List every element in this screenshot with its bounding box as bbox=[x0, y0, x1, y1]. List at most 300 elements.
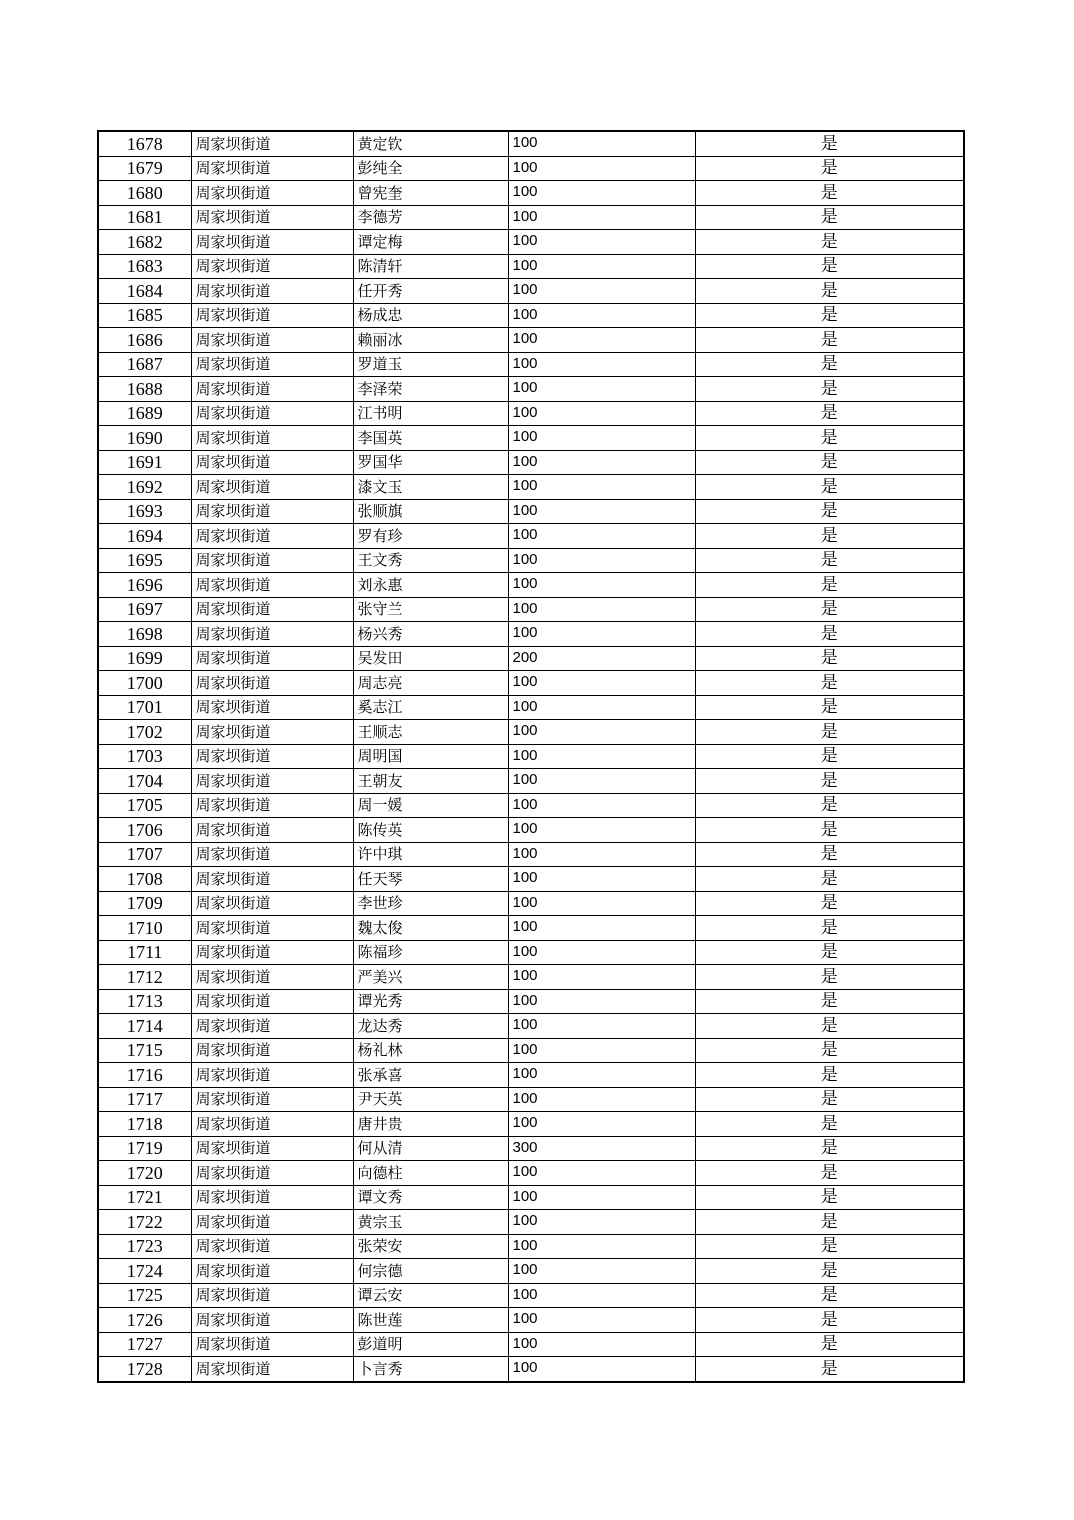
table-row bbox=[98, 548, 964, 573]
person-name-cell: 罗道玉 bbox=[353, 352, 508, 377]
status-cell: 是 bbox=[695, 230, 964, 255]
table-row bbox=[98, 1112, 964, 1137]
table-row bbox=[98, 131, 964, 156]
person-name-cell: 周明国 bbox=[353, 744, 508, 769]
amount-cell: 100 bbox=[508, 891, 695, 916]
amount-cell: 100 bbox=[508, 916, 695, 941]
row-number-cell: 1704 bbox=[98, 769, 191, 794]
person-name-cell: 王顺志 bbox=[353, 720, 508, 745]
row-number-cell: 1678 bbox=[98, 131, 191, 156]
amount-cell: 100 bbox=[508, 1038, 695, 1063]
row-number-cell: 1702 bbox=[98, 720, 191, 745]
person-name-cell: 张顺旗 bbox=[353, 499, 508, 524]
street-cell: 周家坝街道 bbox=[191, 401, 353, 426]
amount-cell: 100 bbox=[508, 695, 695, 720]
status-cell: 是 bbox=[695, 744, 964, 769]
status-cell: 是 bbox=[695, 818, 964, 843]
person-name-cell: 曾宪奎 bbox=[353, 181, 508, 206]
row-number-cell: 1721 bbox=[98, 1185, 191, 1210]
street-cell: 周家坝街道 bbox=[191, 156, 353, 181]
person-name-cell: 奚志江 bbox=[353, 695, 508, 720]
row-number-cell: 1708 bbox=[98, 867, 191, 892]
street-cell: 周家坝街道 bbox=[191, 1087, 353, 1112]
table-row bbox=[98, 377, 964, 402]
amount-cell: 100 bbox=[508, 1063, 695, 1088]
table-row bbox=[98, 940, 964, 965]
table-row bbox=[98, 1063, 964, 1088]
table-row bbox=[98, 818, 964, 843]
table-row bbox=[98, 1357, 964, 1382]
status-cell: 是 bbox=[695, 573, 964, 598]
status-cell: 是 bbox=[695, 475, 964, 500]
row-number-cell: 1713 bbox=[98, 989, 191, 1014]
table-row bbox=[98, 499, 964, 524]
amount-cell: 100 bbox=[508, 426, 695, 451]
street-cell: 周家坝街道 bbox=[191, 916, 353, 941]
table-body bbox=[98, 131, 964, 1382]
row-number-cell: 1709 bbox=[98, 891, 191, 916]
status-cell: 是 bbox=[695, 279, 964, 304]
status-cell: 是 bbox=[695, 205, 964, 230]
amount-cell: 100 bbox=[508, 279, 695, 304]
status-cell: 是 bbox=[695, 1283, 964, 1308]
person-name-cell: 谭定梅 bbox=[353, 230, 508, 255]
street-cell: 周家坝街道 bbox=[191, 328, 353, 353]
status-cell: 是 bbox=[695, 328, 964, 353]
status-cell: 是 bbox=[695, 1185, 964, 1210]
row-number-cell: 1685 bbox=[98, 303, 191, 328]
amount-cell: 100 bbox=[508, 1234, 695, 1259]
street-cell: 周家坝街道 bbox=[191, 891, 353, 916]
amount-cell: 100 bbox=[508, 818, 695, 843]
row-number-cell: 1712 bbox=[98, 965, 191, 990]
person-name-cell: 陈清轩 bbox=[353, 254, 508, 279]
table-row bbox=[98, 916, 964, 941]
row-number-cell: 1719 bbox=[98, 1136, 191, 1161]
status-cell: 是 bbox=[695, 181, 964, 206]
row-number-cell: 1699 bbox=[98, 646, 191, 671]
row-number-cell: 1682 bbox=[98, 230, 191, 255]
table-row bbox=[98, 1332, 964, 1357]
row-number-cell: 1690 bbox=[98, 426, 191, 451]
table-row bbox=[98, 475, 964, 500]
subsidy-table bbox=[97, 130, 965, 1383]
table-row bbox=[98, 597, 964, 622]
row-number-cell: 1705 bbox=[98, 793, 191, 818]
table-row bbox=[98, 646, 964, 671]
row-number-cell: 1717 bbox=[98, 1087, 191, 1112]
person-name-cell: 李国英 bbox=[353, 426, 508, 451]
status-cell: 是 bbox=[695, 1087, 964, 1112]
amount-cell: 100 bbox=[508, 744, 695, 769]
table-row bbox=[98, 254, 964, 279]
status-cell: 是 bbox=[695, 131, 964, 156]
table-row bbox=[98, 1087, 964, 1112]
street-cell: 周家坝街道 bbox=[191, 818, 353, 843]
row-number-cell: 1710 bbox=[98, 916, 191, 941]
amount-cell: 100 bbox=[508, 940, 695, 965]
status-cell: 是 bbox=[695, 499, 964, 524]
table-row bbox=[98, 793, 964, 818]
status-cell: 是 bbox=[695, 597, 964, 622]
person-name-cell: 周一媛 bbox=[353, 793, 508, 818]
amount-cell: 100 bbox=[508, 303, 695, 328]
amount-cell: 100 bbox=[508, 254, 695, 279]
street-cell: 周家坝街道 bbox=[191, 1136, 353, 1161]
amount-cell: 100 bbox=[508, 181, 695, 206]
amount-cell: 100 bbox=[508, 401, 695, 426]
table-row bbox=[98, 1185, 964, 1210]
street-cell: 周家坝街道 bbox=[191, 720, 353, 745]
row-number-cell: 1707 bbox=[98, 842, 191, 867]
row-number-cell: 1680 bbox=[98, 181, 191, 206]
person-name-cell: 杨礼林 bbox=[353, 1038, 508, 1063]
table-row bbox=[98, 769, 964, 794]
person-name-cell: 谭光秀 bbox=[353, 989, 508, 1014]
person-name-cell: 谭文秀 bbox=[353, 1185, 508, 1210]
table-row bbox=[98, 1308, 964, 1333]
person-name-cell: 任天琴 bbox=[353, 867, 508, 892]
amount-cell: 300 bbox=[508, 1136, 695, 1161]
amount-cell: 100 bbox=[508, 205, 695, 230]
status-cell: 是 bbox=[695, 720, 964, 745]
amount-cell: 100 bbox=[508, 1014, 695, 1039]
amount-cell: 100 bbox=[508, 622, 695, 647]
street-cell: 周家坝街道 bbox=[191, 499, 353, 524]
table-row bbox=[98, 303, 964, 328]
row-number-cell: 1681 bbox=[98, 205, 191, 230]
table-row bbox=[98, 1234, 964, 1259]
street-cell: 周家坝街道 bbox=[191, 989, 353, 1014]
street-cell: 周家坝街道 bbox=[191, 1234, 353, 1259]
street-cell: 周家坝街道 bbox=[191, 1038, 353, 1063]
status-cell: 是 bbox=[695, 671, 964, 696]
street-cell: 周家坝街道 bbox=[191, 744, 353, 769]
amount-cell: 100 bbox=[508, 573, 695, 598]
person-name-cell: 彭纯全 bbox=[353, 156, 508, 181]
street-cell: 周家坝街道 bbox=[191, 867, 353, 892]
amount-cell: 100 bbox=[508, 450, 695, 475]
person-name-cell: 漆文玉 bbox=[353, 475, 508, 500]
status-cell: 是 bbox=[695, 940, 964, 965]
street-cell: 周家坝街道 bbox=[191, 1185, 353, 1210]
street-cell: 周家坝街道 bbox=[191, 303, 353, 328]
person-name-cell: 张承喜 bbox=[353, 1063, 508, 1088]
amount-cell: 100 bbox=[508, 475, 695, 500]
person-name-cell: 谭云安 bbox=[353, 1283, 508, 1308]
amount-cell: 100 bbox=[508, 965, 695, 990]
person-name-cell: 何宗德 bbox=[353, 1259, 508, 1284]
person-name-cell: 张守兰 bbox=[353, 597, 508, 622]
row-number-cell: 1691 bbox=[98, 450, 191, 475]
street-cell: 周家坝街道 bbox=[191, 254, 353, 279]
person-name-cell: 黄定钦 bbox=[353, 131, 508, 156]
amount-cell: 100 bbox=[508, 842, 695, 867]
status-cell: 是 bbox=[695, 793, 964, 818]
table-row bbox=[98, 891, 964, 916]
street-cell: 周家坝街道 bbox=[191, 279, 353, 304]
table-row bbox=[98, 720, 964, 745]
status-cell: 是 bbox=[695, 965, 964, 990]
row-number-cell: 1725 bbox=[98, 1283, 191, 1308]
street-cell: 周家坝街道 bbox=[191, 671, 353, 696]
person-name-cell: 杨兴秀 bbox=[353, 622, 508, 647]
amount-cell: 100 bbox=[508, 1259, 695, 1284]
street-cell: 周家坝街道 bbox=[191, 1357, 353, 1382]
person-name-cell: 江书明 bbox=[353, 401, 508, 426]
person-name-cell: 尹天英 bbox=[353, 1087, 508, 1112]
street-cell: 周家坝街道 bbox=[191, 475, 353, 500]
street-cell: 周家坝街道 bbox=[191, 181, 353, 206]
street-cell: 周家坝街道 bbox=[191, 646, 353, 671]
amount-cell: 100 bbox=[508, 156, 695, 181]
status-cell: 是 bbox=[695, 646, 964, 671]
street-cell: 周家坝街道 bbox=[191, 426, 353, 451]
person-name-cell: 杨成忠 bbox=[353, 303, 508, 328]
amount-cell: 100 bbox=[508, 867, 695, 892]
table-row bbox=[98, 744, 964, 769]
status-cell: 是 bbox=[695, 1112, 964, 1137]
table-row bbox=[98, 352, 964, 377]
amount-cell: 100 bbox=[508, 720, 695, 745]
street-cell: 周家坝街道 bbox=[191, 793, 353, 818]
street-cell: 周家坝街道 bbox=[191, 622, 353, 647]
street-cell: 周家坝街道 bbox=[191, 1259, 353, 1284]
table-row bbox=[98, 965, 964, 990]
status-cell: 是 bbox=[695, 156, 964, 181]
person-name-cell: 李德芳 bbox=[353, 205, 508, 230]
street-cell: 周家坝街道 bbox=[191, 1283, 353, 1308]
person-name-cell: 赖丽冰 bbox=[353, 328, 508, 353]
row-number-cell: 1711 bbox=[98, 940, 191, 965]
table-row bbox=[98, 1259, 964, 1284]
street-cell: 周家坝街道 bbox=[191, 597, 353, 622]
street-cell: 周家坝街道 bbox=[191, 377, 353, 402]
street-cell: 周家坝街道 bbox=[191, 1332, 353, 1357]
status-cell: 是 bbox=[695, 1259, 964, 1284]
status-cell: 是 bbox=[695, 1063, 964, 1088]
street-cell: 周家坝街道 bbox=[191, 131, 353, 156]
status-cell: 是 bbox=[695, 303, 964, 328]
table-row bbox=[98, 181, 964, 206]
amount-cell: 100 bbox=[508, 352, 695, 377]
amount-cell: 200 bbox=[508, 646, 695, 671]
status-cell: 是 bbox=[695, 989, 964, 1014]
amount-cell: 100 bbox=[508, 989, 695, 1014]
table-row bbox=[98, 524, 964, 549]
person-name-cell: 唐井贵 bbox=[353, 1112, 508, 1137]
person-name-cell: 刘永惠 bbox=[353, 573, 508, 598]
row-number-cell: 1723 bbox=[98, 1234, 191, 1259]
person-name-cell: 王朝友 bbox=[353, 769, 508, 794]
table-row bbox=[98, 573, 964, 598]
street-cell: 周家坝街道 bbox=[191, 965, 353, 990]
street-cell: 周家坝街道 bbox=[191, 230, 353, 255]
row-number-cell: 1684 bbox=[98, 279, 191, 304]
status-cell: 是 bbox=[695, 916, 964, 941]
row-number-cell: 1728 bbox=[98, 1357, 191, 1382]
row-number-cell: 1720 bbox=[98, 1161, 191, 1186]
amount-cell: 100 bbox=[508, 328, 695, 353]
street-cell: 周家坝街道 bbox=[191, 1014, 353, 1039]
street-cell: 周家坝街道 bbox=[191, 573, 353, 598]
status-cell: 是 bbox=[695, 1014, 964, 1039]
person-name-cell: 王文秀 bbox=[353, 548, 508, 573]
person-name-cell: 黄宗玉 bbox=[353, 1210, 508, 1235]
table-row bbox=[98, 426, 964, 451]
street-cell: 周家坝街道 bbox=[191, 1308, 353, 1333]
amount-cell: 100 bbox=[508, 1332, 695, 1357]
row-number-cell: 1700 bbox=[98, 671, 191, 696]
status-cell: 是 bbox=[695, 254, 964, 279]
row-number-cell: 1689 bbox=[98, 401, 191, 426]
amount-cell: 100 bbox=[508, 548, 695, 573]
table-row bbox=[98, 230, 964, 255]
person-name-cell: 任开秀 bbox=[353, 279, 508, 304]
amount-cell: 100 bbox=[508, 377, 695, 402]
amount-cell: 100 bbox=[508, 671, 695, 696]
person-name-cell: 魏太俊 bbox=[353, 916, 508, 941]
row-number-cell: 1697 bbox=[98, 597, 191, 622]
row-number-cell: 1688 bbox=[98, 377, 191, 402]
person-name-cell: 彭道明 bbox=[353, 1332, 508, 1357]
table-row bbox=[98, 328, 964, 353]
amount-cell: 100 bbox=[508, 230, 695, 255]
table-row bbox=[98, 156, 964, 181]
street-cell: 周家坝街道 bbox=[191, 1112, 353, 1137]
status-cell: 是 bbox=[695, 622, 964, 647]
row-number-cell: 1724 bbox=[98, 1259, 191, 1284]
status-cell: 是 bbox=[695, 769, 964, 794]
street-cell: 周家坝街道 bbox=[191, 769, 353, 794]
table-row bbox=[98, 1210, 964, 1235]
street-cell: 周家坝街道 bbox=[191, 548, 353, 573]
status-cell: 是 bbox=[695, 1308, 964, 1333]
street-cell: 周家坝街道 bbox=[191, 524, 353, 549]
street-cell: 周家坝街道 bbox=[191, 695, 353, 720]
status-cell: 是 bbox=[695, 891, 964, 916]
row-number-cell: 1686 bbox=[98, 328, 191, 353]
table-row bbox=[98, 1136, 964, 1161]
status-cell: 是 bbox=[695, 450, 964, 475]
person-name-cell: 龙达秀 bbox=[353, 1014, 508, 1039]
table-row bbox=[98, 622, 964, 647]
row-number-cell: 1696 bbox=[98, 573, 191, 598]
person-name-cell: 陈福珍 bbox=[353, 940, 508, 965]
person-name-cell: 李泽荣 bbox=[353, 377, 508, 402]
row-number-cell: 1693 bbox=[98, 499, 191, 524]
table-row bbox=[98, 450, 964, 475]
table-row bbox=[98, 279, 964, 304]
status-cell: 是 bbox=[695, 1038, 964, 1063]
amount-cell: 100 bbox=[508, 1185, 695, 1210]
person-name-cell: 陈世莲 bbox=[353, 1308, 508, 1333]
status-cell: 是 bbox=[695, 1161, 964, 1186]
row-number-cell: 1722 bbox=[98, 1210, 191, 1235]
street-cell: 周家坝街道 bbox=[191, 1210, 353, 1235]
person-name-cell: 李世珍 bbox=[353, 891, 508, 916]
status-cell: 是 bbox=[695, 867, 964, 892]
row-number-cell: 1698 bbox=[98, 622, 191, 647]
status-cell: 是 bbox=[695, 426, 964, 451]
amount-cell: 100 bbox=[508, 1308, 695, 1333]
street-cell: 周家坝街道 bbox=[191, 940, 353, 965]
row-number-cell: 1692 bbox=[98, 475, 191, 500]
person-name-cell: 向德柱 bbox=[353, 1161, 508, 1186]
street-cell: 周家坝街道 bbox=[191, 205, 353, 230]
amount-cell: 100 bbox=[508, 1283, 695, 1308]
status-cell: 是 bbox=[695, 548, 964, 573]
row-number-cell: 1714 bbox=[98, 1014, 191, 1039]
person-name-cell: 陈传英 bbox=[353, 818, 508, 843]
amount-cell: 100 bbox=[508, 1112, 695, 1137]
person-name-cell: 卜言秀 bbox=[353, 1357, 508, 1382]
table-row bbox=[98, 867, 964, 892]
row-number-cell: 1716 bbox=[98, 1063, 191, 1088]
status-cell: 是 bbox=[695, 1136, 964, 1161]
status-cell: 是 bbox=[695, 1357, 964, 1382]
status-cell: 是 bbox=[695, 377, 964, 402]
person-name-cell: 何从清 bbox=[353, 1136, 508, 1161]
person-name-cell: 吴发田 bbox=[353, 646, 508, 671]
amount-cell: 100 bbox=[508, 131, 695, 156]
table-row bbox=[98, 1283, 964, 1308]
amount-cell: 100 bbox=[508, 524, 695, 549]
table-row bbox=[98, 205, 964, 230]
row-number-cell: 1701 bbox=[98, 695, 191, 720]
table-row bbox=[98, 989, 964, 1014]
street-cell: 周家坝街道 bbox=[191, 352, 353, 377]
amount-cell: 100 bbox=[508, 769, 695, 794]
street-cell: 周家坝街道 bbox=[191, 450, 353, 475]
table-row bbox=[98, 671, 964, 696]
row-number-cell: 1726 bbox=[98, 1308, 191, 1333]
row-number-cell: 1703 bbox=[98, 744, 191, 769]
amount-cell: 100 bbox=[508, 597, 695, 622]
status-cell: 是 bbox=[695, 842, 964, 867]
status-cell: 是 bbox=[695, 401, 964, 426]
row-number-cell: 1715 bbox=[98, 1038, 191, 1063]
row-number-cell: 1695 bbox=[98, 548, 191, 573]
status-cell: 是 bbox=[695, 352, 964, 377]
status-cell: 是 bbox=[695, 1234, 964, 1259]
street-cell: 周家坝街道 bbox=[191, 842, 353, 867]
row-number-cell: 1679 bbox=[98, 156, 191, 181]
table-row bbox=[98, 842, 964, 867]
amount-cell: 100 bbox=[508, 499, 695, 524]
person-name-cell: 严美兴 bbox=[353, 965, 508, 990]
row-number-cell: 1687 bbox=[98, 352, 191, 377]
amount-cell: 100 bbox=[508, 1087, 695, 1112]
street-cell: 周家坝街道 bbox=[191, 1063, 353, 1088]
person-name-cell: 张荣安 bbox=[353, 1234, 508, 1259]
street-cell: 周家坝街道 bbox=[191, 1161, 353, 1186]
table-row bbox=[98, 695, 964, 720]
amount-cell: 100 bbox=[508, 793, 695, 818]
amount-cell: 100 bbox=[508, 1210, 695, 1235]
person-name-cell: 周志亮 bbox=[353, 671, 508, 696]
person-name-cell: 许中琪 bbox=[353, 842, 508, 867]
row-number-cell: 1683 bbox=[98, 254, 191, 279]
table-row bbox=[98, 1038, 964, 1063]
row-number-cell: 1718 bbox=[98, 1112, 191, 1137]
row-number-cell: 1727 bbox=[98, 1332, 191, 1357]
status-cell: 是 bbox=[695, 695, 964, 720]
row-number-cell: 1706 bbox=[98, 818, 191, 843]
person-name-cell: 罗国华 bbox=[353, 450, 508, 475]
table-row bbox=[98, 1161, 964, 1186]
status-cell: 是 bbox=[695, 524, 964, 549]
